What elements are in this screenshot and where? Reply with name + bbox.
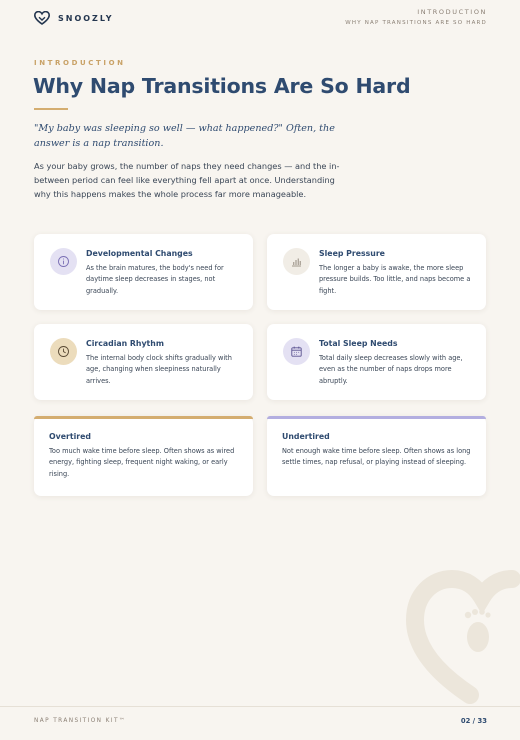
footer-product-name: NAP TRANSITION KIT™ bbox=[34, 718, 127, 724]
card-text: Too much wake time before sleep. Often shows as wired energy, fighting sleep, frequent night waking, or early rising. bbox=[49, 447, 235, 478]
card-text: Not enough wake time before sleep. Often shows as long settle times, nap refusal, or playing instead of sleeping. bbox=[282, 447, 471, 467]
header-section: INTRODUCTION bbox=[417, 8, 487, 16]
card-text: As the brain matures, the body's need for daytime sleep decreases in stages, not gradually. bbox=[86, 264, 224, 295]
heart-footprint-watermark-icon bbox=[400, 565, 520, 705]
bar-chart-icon bbox=[283, 248, 310, 275]
page-number: 02 / 33 bbox=[460, 717, 487, 725]
heart-logo-icon bbox=[34, 11, 50, 25]
card-title: Sleep Pressure bbox=[319, 249, 385, 258]
clock-icon bbox=[50, 338, 77, 365]
header-breadcrumb bbox=[345, 8, 487, 26]
card-title: Total Sleep Needs bbox=[319, 339, 398, 348]
card-title: Undertired bbox=[282, 432, 330, 441]
card-accent-bar bbox=[267, 416, 486, 419]
page-title: Why Nap Transitions Are So Hard bbox=[33, 74, 411, 98]
card-accent-bar bbox=[34, 416, 253, 419]
card-circadian-rhythm bbox=[34, 324, 253, 400]
card-undertired bbox=[267, 416, 486, 496]
card-title: Overtired bbox=[49, 432, 91, 441]
intro-body: As your baby grows, the number of naps they need changes — and the in-between period can feel like everything fell apart at once. Understanding why this happens makes the whole process far more manageable. bbox=[34, 161, 340, 199]
card-overtired bbox=[34, 416, 253, 496]
intro-quote: "My baby was sleeping so well — what happened?" Often, the answer is a nap transition. bbox=[34, 123, 335, 149]
brand-logo bbox=[34, 11, 114, 25]
section-eyebrow: INTRODUCTION bbox=[34, 59, 126, 67]
brand-name: SNOOZLY bbox=[58, 13, 114, 23]
header-subsection: WHY NAP TRANSITIONS ARE SO HARD bbox=[345, 20, 487, 26]
card-text: The internal body clock shifts gradually with age, changing when sleepiness naturally arrives. bbox=[86, 354, 232, 385]
card-text: Total daily sleep decreases slowly with age, even as the number of naps drops more abruptly. bbox=[319, 354, 463, 385]
card-text: The longer a baby is awake, the more sleep pressure builds. Too little, and naps become a fight. bbox=[319, 264, 471, 295]
card-title: Developmental Changes bbox=[86, 249, 193, 258]
card-developmental-changes bbox=[34, 234, 253, 310]
calendar-icon bbox=[283, 338, 310, 365]
card-total-sleep-needs bbox=[267, 324, 486, 400]
info-icon bbox=[50, 248, 77, 275]
footer-divider bbox=[0, 706, 520, 707]
page-header bbox=[0, 0, 520, 40]
card-title: Circadian Rhythm bbox=[86, 339, 164, 348]
title-underline bbox=[34, 108, 68, 110]
card-sleep-pressure bbox=[267, 234, 486, 310]
